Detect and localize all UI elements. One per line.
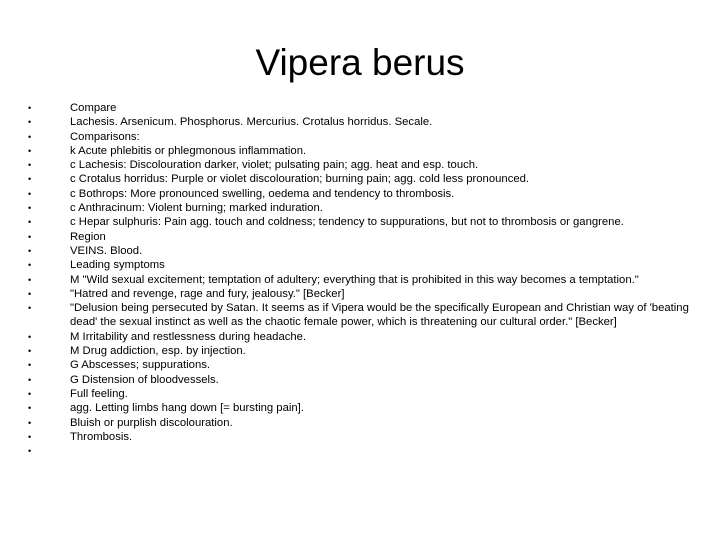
list-item	[28, 330, 708, 344]
bullet-icon: •	[28, 260, 32, 271]
list-item	[28, 401, 708, 415]
list-item-text: c Bothrops: More pronounced swelling, oedema and tendency to thrombosis.	[70, 187, 455, 200]
list-item	[28, 130, 708, 144]
list-item-text: "Delusion being persecuted by Satan. It seems as if Vipera would be the specifically European and Christian way of 'beating dead' the sexual instinct as well as the chaotic female power, which is threatening our cultural order." [Becker]	[70, 302, 689, 329]
list-item-text: c Hepar sulphuris: Pain agg. touch and coldness; tendency to suppurations, but not to thrombosis or gangrene.	[70, 216, 624, 229]
bullet-icon: •	[28, 231, 32, 242]
list-item-text: M Drug addiction, esp. by injection.	[70, 345, 246, 358]
bullet-icon: •	[28, 103, 32, 113]
list-item-text: G Distension of bloodvessels.	[70, 373, 219, 386]
list-item-text: k Acute phlebitis or phlegmonous inflammation.	[70, 144, 307, 157]
bullet-icon: •	[28, 360, 32, 371]
list-item-text: VEINS. Blood.	[70, 244, 143, 257]
list-item	[28, 287, 708, 301]
slide-title: Vipera berus	[255, 42, 465, 83]
bullet-icon: •	[28, 174, 32, 185]
list-item-text: Full feeling.	[70, 387, 128, 400]
bullet-icon: •	[28, 217, 32, 228]
list-item-text: M "Wild sexual excitement; temptation of adultery; everything that is prohibited in this way becomes a temptation."	[70, 273, 639, 286]
list-item-text: c Anthracinum: Violent burning; marked induration.	[70, 202, 323, 215]
bullet-list	[28, 101, 708, 457]
list-item	[28, 430, 708, 444]
list-item	[28, 201, 708, 215]
list-item	[28, 101, 708, 115]
bullet-icon: •	[28, 117, 32, 128]
bullet-icon: •	[28, 131, 32, 142]
list-item-text: Compare	[70, 102, 117, 114]
list-item	[28, 387, 708, 401]
list-item	[28, 158, 708, 172]
list-item-text: Region	[70, 230, 106, 243]
bullet-icon: •	[28, 431, 32, 442]
bullet-icon: •	[28, 288, 32, 299]
list-item	[28, 172, 708, 186]
list-item	[28, 187, 708, 201]
list-item	[28, 115, 708, 129]
bullet-icon: •	[28, 446, 32, 457]
list-item-text: G Abscesses; suppurations.	[70, 359, 211, 372]
list-item	[28, 258, 708, 272]
list-item	[28, 215, 708, 229]
list-item-text: Bluish or purplish discolouration.	[70, 416, 233, 429]
list-item	[28, 273, 708, 287]
bullet-icon: •	[28, 160, 32, 171]
list-item	[28, 373, 708, 387]
bullet-icon: •	[28, 274, 32, 285]
bullet-icon: •	[28, 331, 32, 342]
list-item	[28, 144, 708, 158]
list-item	[28, 416, 708, 430]
list-item	[28, 344, 708, 358]
list-item-text: c Crotalus horridus: Purple or violet discolouration; burning pain; agg. cold less pronounced.	[70, 173, 530, 186]
bullet-icon: •	[28, 245, 32, 256]
bullet-icon: •	[28, 403, 32, 414]
bullet-icon: •	[28, 145, 32, 156]
list-item-text: Thrombosis.	[70, 430, 133, 443]
bullet-icon: •	[28, 388, 32, 399]
list-item-text: Lachesis. Arsenicum. Phosphorus. Mercurius. Crotalus horridus. Secale.	[70, 116, 433, 129]
bullet-icon: •	[28, 203, 32, 214]
bullet-icon: •	[28, 417, 32, 428]
bullet-icon: •	[28, 374, 32, 385]
list-item-text: agg. Letting limbs hang down [= bursting pain].	[70, 402, 304, 415]
list-item-text: Leading symptoms	[70, 259, 165, 272]
list-item-text: c Lachesis: Discolouration darker, violet; pulsating pain; agg. heat and esp. touch.	[70, 159, 479, 172]
bullet-icon: •	[28, 346, 32, 357]
list-item	[28, 230, 708, 244]
list-item-text: "Hatred and revenge, rage and fury, jealousy." [Becker]	[70, 287, 345, 300]
list-item-text: M Irritability and restlessness during headache.	[70, 330, 307, 343]
list-item	[28, 358, 708, 372]
bullet-icon: •	[28, 303, 32, 314]
list-item	[28, 244, 708, 258]
list-item	[28, 301, 708, 330]
list-item-text: Comparisons:	[70, 130, 140, 143]
bullet-icon: •	[28, 188, 32, 199]
